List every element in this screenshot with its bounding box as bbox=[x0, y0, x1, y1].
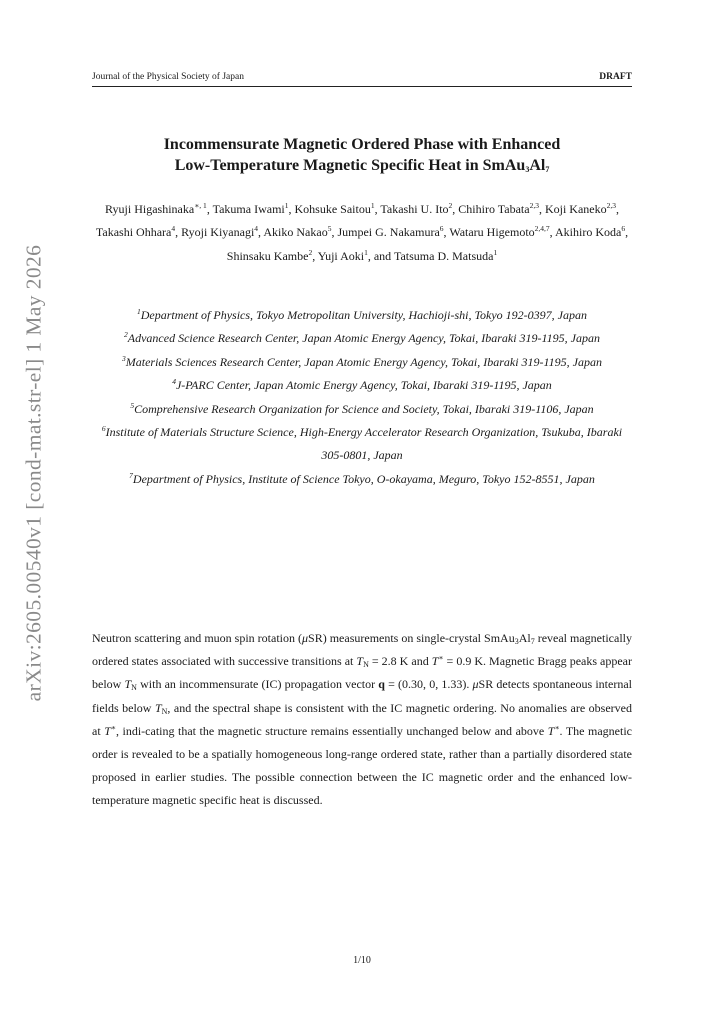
author-name: Chihiro Tabata bbox=[458, 202, 530, 216]
author-affiliation-mark: ∗, 1 bbox=[194, 201, 207, 210]
affiliation-number: 4 bbox=[172, 377, 176, 387]
affiliation-number: 2 bbox=[124, 330, 128, 340]
affiliation-list bbox=[92, 304, 632, 491]
author-name: Ryuji Higashinaka bbox=[105, 202, 195, 216]
affiliation bbox=[92, 351, 632, 374]
author-separator: , and bbox=[367, 248, 394, 263]
author-name: Koji Kaneko bbox=[544, 202, 607, 216]
arxiv-stamp: arXiv:2605.00540v1 [cond-mat.str-el] 1 May 2026 bbox=[21, 244, 46, 702]
author-name: Tatsuma D. Matsuda bbox=[393, 248, 494, 263]
author-name: Akihiro Koda bbox=[555, 225, 622, 240]
author-name: Kohsuke Saitou bbox=[294, 202, 371, 216]
author-affiliation-mark: 6 bbox=[621, 224, 626, 234]
abstract-paragraph: Neutron scattering and muon spin rotation (μSR) measurements on single-crystal $SmAu_3Al_7$ reveal magnetically ordered states associated with successive transitions at $T_N = 2.8$ K and T∗ = 0.9 K. Magnetic Bragg peaks appear below $T_N$ with an incommensurate (IC) propagation vector q = (0.30, 0, 1.33). μSR detects spontaneous internal fields below $T_N$, and the spectral shape is consistent with the IC magnetic ordering. No anomalies are observed at T∗, indi-cating that the magnetic structure remains essentially unchanged below and above T∗. The magnetic order is revealed to be a spatially homogeneous long-range ordered state, rather than a partially disordered state proposed in earlier studies. The possible connection between the IC magnetic order and the enhanced low-temperature magnetic specific heat is discussed. bbox=[92, 631, 633, 808]
author-name: Wataru Higemoto bbox=[449, 225, 535, 240]
title-line-2 bbox=[92, 155, 632, 176]
affiliation-number: 6 bbox=[101, 424, 106, 434]
author-name: Takashi U. Ito bbox=[380, 202, 449, 216]
author-name: Akiko Nakao bbox=[263, 225, 328, 240]
title-subscript: 7 bbox=[545, 165, 550, 174]
author-affiliation-mark: 2 bbox=[308, 247, 313, 257]
author-affiliation-mark: 6 bbox=[439, 224, 444, 234]
author-name: Takashi Ohhara bbox=[95, 225, 172, 240]
title-line-2-text: Low-Temperature Magnetic Specific Heat in SmAu bbox=[174, 157, 526, 174]
affiliation-number: 3 bbox=[122, 353, 126, 363]
affiliation bbox=[92, 327, 632, 350]
arxiv-sidebar bbox=[18, 244, 50, 702]
title-subscript: 3 bbox=[525, 165, 530, 174]
author-list bbox=[92, 198, 632, 268]
affiliation-text: Comprehensive Research Organization for Science and Society, Tokai, Ibaraki 319-1106, Japan bbox=[134, 401, 594, 416]
paper-title bbox=[92, 134, 632, 176]
affiliation-number: 7 bbox=[129, 470, 133, 480]
author-separator: , bbox=[258, 225, 264, 240]
author-separator: , bbox=[443, 225, 450, 240]
author-separator: , bbox=[331, 225, 338, 240]
author-affiliation-mark: 4 bbox=[254, 224, 259, 234]
affiliation bbox=[92, 421, 632, 468]
author-affiliation-mark: 1 bbox=[284, 201, 289, 210]
running-header bbox=[92, 70, 632, 86]
affiliation bbox=[92, 398, 632, 421]
author-affiliation-mark: 1 bbox=[493, 247, 498, 257]
author-affiliation-mark: 1 bbox=[364, 247, 368, 257]
author-separator: , bbox=[288, 202, 295, 216]
author-affiliation-mark: 2 bbox=[448, 201, 453, 210]
author-affiliation-mark: 2,3 bbox=[606, 201, 616, 210]
author-affiliation-mark: 4 bbox=[171, 224, 176, 234]
affiliation bbox=[92, 304, 632, 327]
author-name: Jumpei G. Nakamura bbox=[337, 225, 440, 240]
author-name: Ryoji Kiyanagi bbox=[181, 225, 255, 240]
journal-name: Journal of the Physical Society of Japan bbox=[92, 72, 244, 82]
draft-label: DRAFT bbox=[599, 72, 632, 82]
affiliation-text: Advanced Science Research Center, Japan Atomic Energy Agency, Tokai, Ibaraki 319-1195, Japan bbox=[127, 331, 600, 346]
author-separator: , bbox=[549, 225, 556, 240]
affiliation-text: Department of Physics, Institute of Science Tokyo, O-okayama, Meguro, Tokyo 152-8551, Japan bbox=[132, 471, 595, 486]
title-line-1: Incommensurate Magnetic Ordered Phase with Enhanced bbox=[163, 136, 561, 153]
affiliation-text: Department of Physics, Tokyo Metropolitan University, Hachioji-shi, Tokyo 192-0397, Japan bbox=[140, 308, 588, 322]
author-separator: , bbox=[206, 202, 213, 216]
author-affiliation-mark: 2,3 bbox=[529, 201, 539, 210]
author-affiliation-mark: 5 bbox=[327, 224, 332, 234]
author-separator: , bbox=[312, 248, 318, 263]
author-separator: , bbox=[538, 202, 545, 216]
affiliation-number: 5 bbox=[130, 400, 135, 410]
affiliation-number: 1 bbox=[136, 307, 141, 316]
affiliation-text: Institute of Materials Structure Science, High-Energy Accelerator Research Organization, Tsukuba, Ibaraki 305-0801, Japan bbox=[105, 425, 623, 463]
author-name: Takuma Iwami bbox=[212, 202, 285, 216]
author-separator: , bbox=[374, 202, 381, 216]
author-affiliation-mark: 1 bbox=[370, 201, 375, 210]
affiliation bbox=[92, 468, 632, 491]
author-separator: , bbox=[452, 202, 459, 216]
title-line-2-text: Al bbox=[529, 157, 546, 174]
author-separator: , bbox=[615, 202, 619, 216]
header-rule bbox=[92, 86, 632, 87]
affiliation-text: Materials Sciences Research Center, Japan Atomic Energy Agency, Tokai, Ibaraki 319-1195, Japan bbox=[125, 354, 602, 369]
page-number: 1/10 bbox=[353, 955, 371, 966]
author-name: Shinsaku Kambe bbox=[226, 248, 309, 263]
abstract bbox=[92, 627, 632, 813]
affiliation bbox=[92, 374, 632, 397]
affiliation-text: J-PARC Center, Japan Atomic Energy Agency, Tokai, Ibaraki 319-1195, Japan bbox=[175, 378, 552, 393]
author-name: Yuji Aoki bbox=[317, 248, 365, 263]
author-affiliation-mark: 2,4,7 bbox=[534, 224, 550, 234]
author-separator: , bbox=[625, 225, 629, 240]
author-separator: , bbox=[175, 225, 182, 240]
